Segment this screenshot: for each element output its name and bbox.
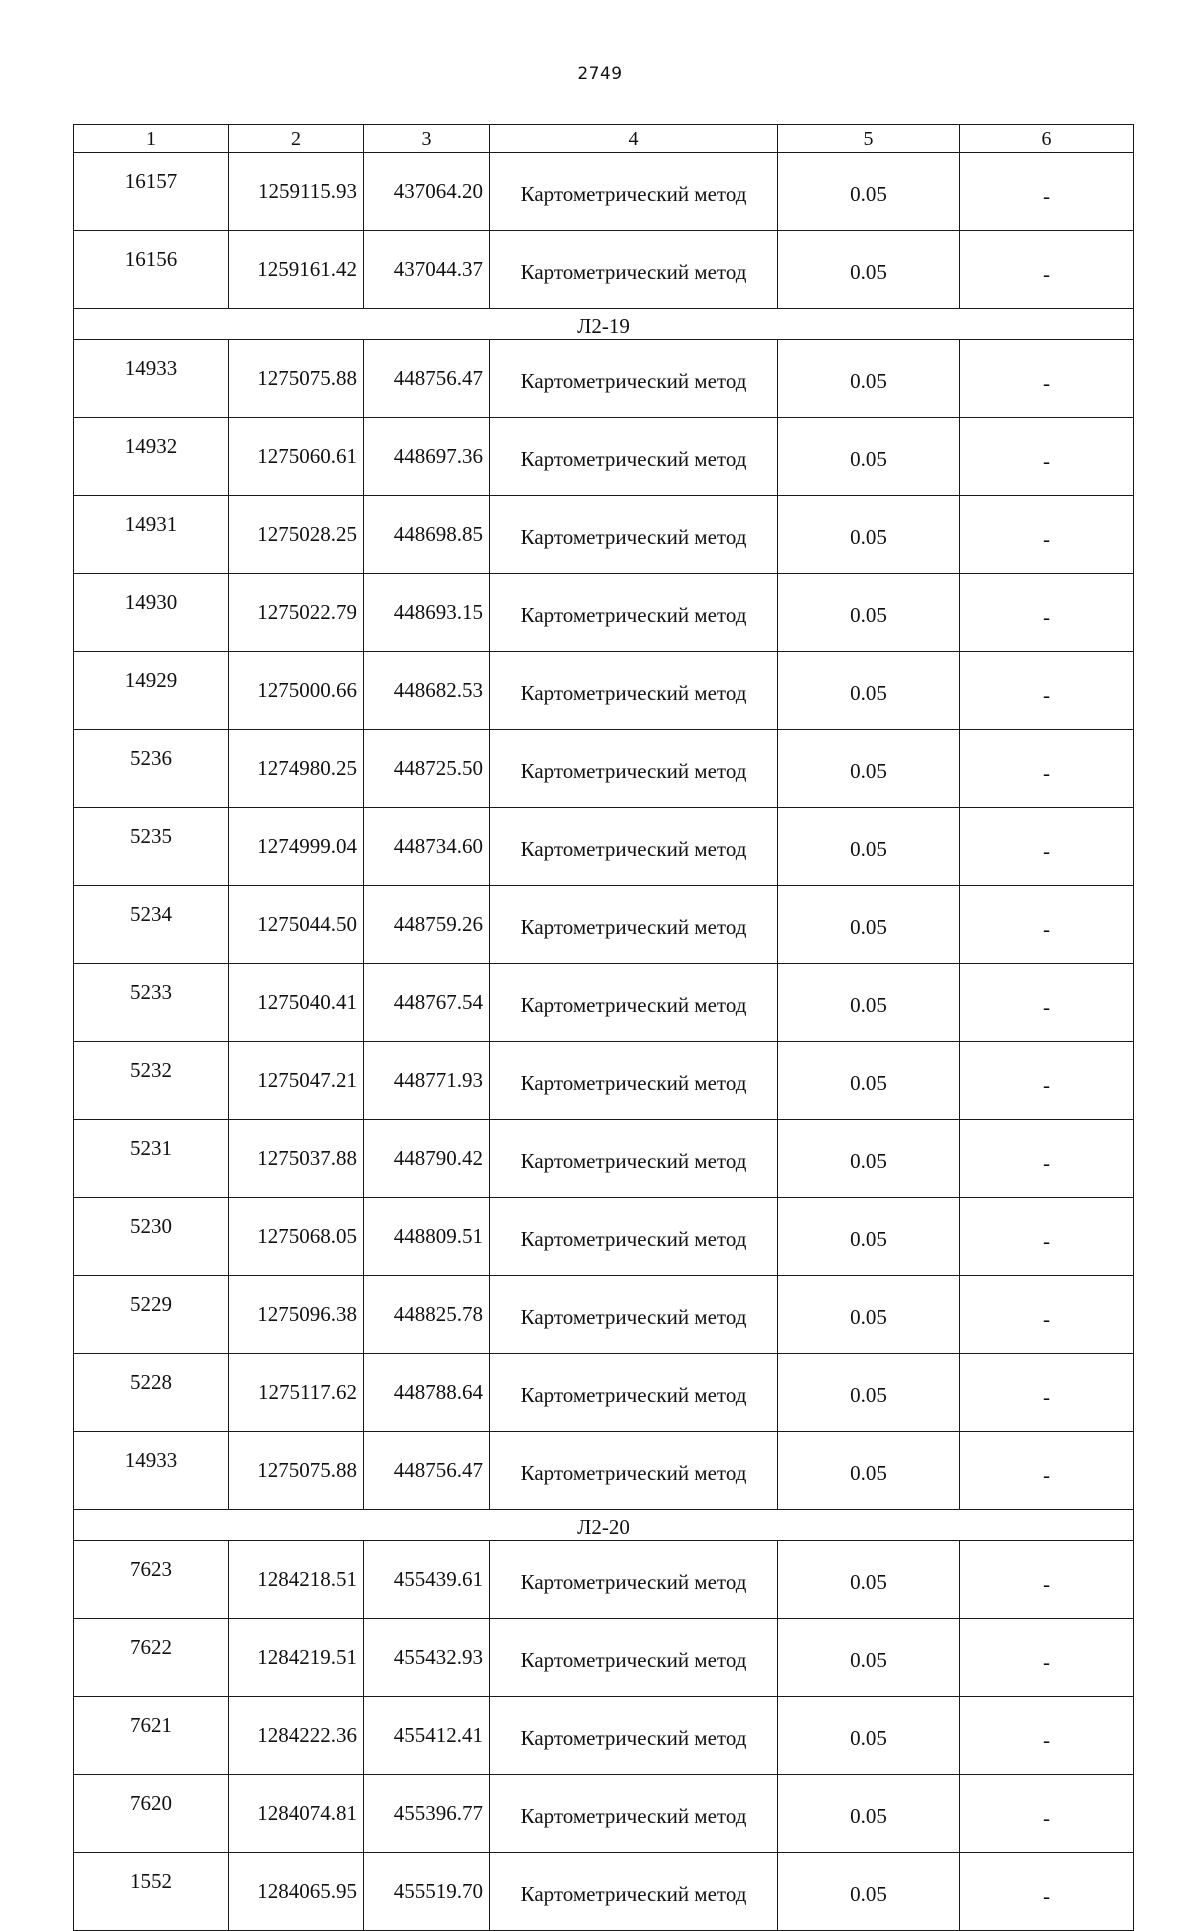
method-cell: Картометрический метод: [490, 1541, 778, 1619]
point-number-cell: 5235: [74, 808, 229, 886]
coordinates-table-body: [74, 125, 1134, 1931]
column-header-3: 3: [364, 125, 490, 153]
x-coordinate-cell: 1275022.79: [229, 574, 364, 652]
point-number-cell: 5233: [74, 964, 229, 1042]
accuracy-cell: 0.05: [778, 808, 960, 886]
accuracy-cell: 0.05: [778, 1432, 960, 1510]
accuracy-cell: 0.05: [778, 886, 960, 964]
y-coordinate-cell: 448756.47: [364, 340, 490, 418]
note-cell: -: [960, 574, 1134, 652]
y-coordinate-cell: 448767.54: [364, 964, 490, 1042]
point-number-cell: 5229: [74, 1276, 229, 1354]
note-cell: -: [960, 1354, 1134, 1432]
section-title: Л2-19: [74, 309, 1134, 340]
note-cell: -: [960, 1198, 1134, 1276]
table-row: [74, 496, 1134, 574]
section-header-row: [74, 309, 1134, 340]
x-coordinate-cell: 1275096.38: [229, 1276, 364, 1354]
x-coordinate-cell: 1275075.88: [229, 1432, 364, 1510]
method-cell: Картометрический метод: [490, 1853, 778, 1931]
note-cell: -: [960, 1541, 1134, 1619]
column-header-6: 6: [960, 125, 1134, 153]
accuracy-cell: 0.05: [778, 153, 960, 231]
x-coordinate-cell: 1284222.36: [229, 1697, 364, 1775]
y-coordinate-cell: 448759.26: [364, 886, 490, 964]
point-number-cell: 5230: [74, 1198, 229, 1276]
note-cell: -: [960, 808, 1134, 886]
table-row: [74, 886, 1134, 964]
y-coordinate-cell: 448697.36: [364, 418, 490, 496]
page-number: 2749: [577, 64, 623, 84]
x-coordinate-cell: 1275028.25: [229, 496, 364, 574]
y-coordinate-cell: 448725.50: [364, 730, 490, 808]
x-coordinate-cell: 1275075.88: [229, 340, 364, 418]
y-coordinate-cell: 448682.53: [364, 652, 490, 730]
x-coordinate-cell: 1284219.51: [229, 1619, 364, 1697]
method-cell: Картометрический метод: [490, 231, 778, 309]
column-header-4: 4: [490, 125, 778, 153]
table-row: [74, 1697, 1134, 1775]
table-row: [74, 1775, 1134, 1853]
y-coordinate-cell: 448693.15: [364, 574, 490, 652]
y-coordinate-cell: 437044.37: [364, 231, 490, 309]
column-header-5: 5: [778, 125, 960, 153]
table-row: [74, 1541, 1134, 1619]
point-number-cell: 7620: [74, 1775, 229, 1853]
note-cell: -: [960, 153, 1134, 231]
x-coordinate-cell: 1284074.81: [229, 1775, 364, 1853]
table-row: [74, 1042, 1134, 1120]
point-number-cell: 16156: [74, 231, 229, 309]
column-header-2: 2: [229, 125, 364, 153]
method-cell: Картометрический метод: [490, 652, 778, 730]
x-coordinate-cell: 1274980.25: [229, 730, 364, 808]
table-row: [74, 1276, 1134, 1354]
point-number-cell: 1552: [74, 1853, 229, 1931]
table-row: [74, 1432, 1134, 1510]
accuracy-cell: 0.05: [778, 1619, 960, 1697]
note-cell: -: [960, 1120, 1134, 1198]
accuracy-cell: 0.05: [778, 496, 960, 574]
method-cell: Картометрический метод: [490, 1697, 778, 1775]
accuracy-cell: 0.05: [778, 1541, 960, 1619]
accuracy-cell: 0.05: [778, 574, 960, 652]
table-row: [74, 153, 1134, 231]
y-coordinate-cell: 448734.60: [364, 808, 490, 886]
x-coordinate-cell: 1275000.66: [229, 652, 364, 730]
table-row: [74, 231, 1134, 309]
note-cell: -: [960, 964, 1134, 1042]
y-coordinate-cell: 455432.93: [364, 1619, 490, 1697]
point-number-cell: 7623: [74, 1541, 229, 1619]
y-coordinate-cell: 455396.77: [364, 1775, 490, 1853]
accuracy-cell: 0.05: [778, 1276, 960, 1354]
table-row: [74, 418, 1134, 496]
column-header-1: 1: [74, 125, 229, 153]
method-cell: Картометрический метод: [490, 730, 778, 808]
method-cell: Картометрический метод: [490, 1775, 778, 1853]
method-cell: Картометрический метод: [490, 340, 778, 418]
accuracy-cell: 0.05: [778, 1120, 960, 1198]
x-coordinate-cell: 1259161.42: [229, 231, 364, 309]
method-cell: Картометрический метод: [490, 964, 778, 1042]
method-cell: Картометрический метод: [490, 1198, 778, 1276]
table-row: [74, 964, 1134, 1042]
accuracy-cell: 0.05: [778, 231, 960, 309]
point-number-cell: 5236: [74, 730, 229, 808]
x-coordinate-cell: 1284218.51: [229, 1541, 364, 1619]
y-coordinate-cell: 455519.70: [364, 1853, 490, 1931]
point-number-cell: 5231: [74, 1120, 229, 1198]
accuracy-cell: 0.05: [778, 418, 960, 496]
table-row: [74, 1198, 1134, 1276]
note-cell: -: [960, 1619, 1134, 1697]
y-coordinate-cell: 455412.41: [364, 1697, 490, 1775]
table-row: [74, 574, 1134, 652]
method-cell: Картометрический метод: [490, 1120, 778, 1198]
note-cell: -: [960, 1276, 1134, 1354]
accuracy-cell: 0.05: [778, 1775, 960, 1853]
note-cell: -: [960, 886, 1134, 964]
table-row: [74, 1853, 1134, 1931]
note-cell: -: [960, 1853, 1134, 1931]
y-coordinate-cell: 448698.85: [364, 496, 490, 574]
point-number-cell: 14933: [74, 340, 229, 418]
accuracy-cell: 0.05: [778, 964, 960, 1042]
method-cell: Картометрический метод: [490, 574, 778, 652]
note-cell: -: [960, 418, 1134, 496]
y-coordinate-cell: 448790.42: [364, 1120, 490, 1198]
note-cell: -: [960, 1042, 1134, 1120]
x-coordinate-cell: 1275060.61: [229, 418, 364, 496]
accuracy-cell: 0.05: [778, 1853, 960, 1931]
note-cell: -: [960, 730, 1134, 808]
x-coordinate-cell: 1274999.04: [229, 808, 364, 886]
method-cell: Картометрический метод: [490, 418, 778, 496]
x-coordinate-cell: 1275117.62: [229, 1354, 364, 1432]
point-number-cell: 5234: [74, 886, 229, 964]
note-cell: -: [960, 1697, 1134, 1775]
note-cell: -: [960, 1432, 1134, 1510]
coordinates-table: [73, 124, 1134, 1931]
point-number-cell: 16157: [74, 153, 229, 231]
accuracy-cell: 0.05: [778, 1354, 960, 1432]
method-cell: Картометрический метод: [490, 808, 778, 886]
point-number-cell: 7621: [74, 1697, 229, 1775]
method-cell: Картометрический метод: [490, 1042, 778, 1120]
table-row: [74, 808, 1134, 886]
x-coordinate-cell: 1275037.88: [229, 1120, 364, 1198]
table-row: [74, 652, 1134, 730]
point-number-cell: 14931: [74, 496, 229, 574]
section-header-row: [74, 1510, 1134, 1541]
method-cell: Картометрический метод: [490, 886, 778, 964]
y-coordinate-cell: 437064.20: [364, 153, 490, 231]
point-number-cell: 14933: [74, 1432, 229, 1510]
note-cell: -: [960, 340, 1134, 418]
method-cell: Картометрический метод: [490, 1354, 778, 1432]
table-row: [74, 1619, 1134, 1697]
y-coordinate-cell: 448825.78: [364, 1276, 490, 1354]
table-row: [74, 1354, 1134, 1432]
accuracy-cell: 0.05: [778, 1198, 960, 1276]
table-header-row: [74, 125, 1134, 153]
method-cell: Картометрический метод: [490, 496, 778, 574]
table-row: [74, 730, 1134, 808]
x-coordinate-cell: 1284065.95: [229, 1853, 364, 1931]
note-cell: -: [960, 496, 1134, 574]
y-coordinate-cell: 448756.47: [364, 1432, 490, 1510]
method-cell: Картометрический метод: [490, 1432, 778, 1510]
method-cell: Картометрический метод: [490, 1619, 778, 1697]
note-cell: -: [960, 652, 1134, 730]
accuracy-cell: 0.05: [778, 730, 960, 808]
point-number-cell: 14929: [74, 652, 229, 730]
note-cell: -: [960, 231, 1134, 309]
y-coordinate-cell: 455439.61: [364, 1541, 490, 1619]
x-coordinate-cell: 1275044.50: [229, 886, 364, 964]
y-coordinate-cell: 448788.64: [364, 1354, 490, 1432]
accuracy-cell: 0.05: [778, 652, 960, 730]
point-number-cell: 14930: [74, 574, 229, 652]
table-row: [74, 340, 1134, 418]
point-number-cell: 5228: [74, 1354, 229, 1432]
point-number-cell: 14932: [74, 418, 229, 496]
method-cell: Картометрический метод: [490, 153, 778, 231]
point-number-cell: 7622: [74, 1619, 229, 1697]
x-coordinate-cell: 1259115.93: [229, 153, 364, 231]
accuracy-cell: 0.05: [778, 1697, 960, 1775]
y-coordinate-cell: 448771.93: [364, 1042, 490, 1120]
table-row: [74, 1120, 1134, 1198]
x-coordinate-cell: 1275068.05: [229, 1198, 364, 1276]
method-cell: Картометрический метод: [490, 1276, 778, 1354]
accuracy-cell: 0.05: [778, 1042, 960, 1120]
x-coordinate-cell: 1275047.21: [229, 1042, 364, 1120]
x-coordinate-cell: 1275040.41: [229, 964, 364, 1042]
accuracy-cell: 0.05: [778, 340, 960, 418]
point-number-cell: 5232: [74, 1042, 229, 1120]
y-coordinate-cell: 448809.51: [364, 1198, 490, 1276]
note-cell: -: [960, 1775, 1134, 1853]
section-title: Л2-20: [74, 1510, 1134, 1541]
